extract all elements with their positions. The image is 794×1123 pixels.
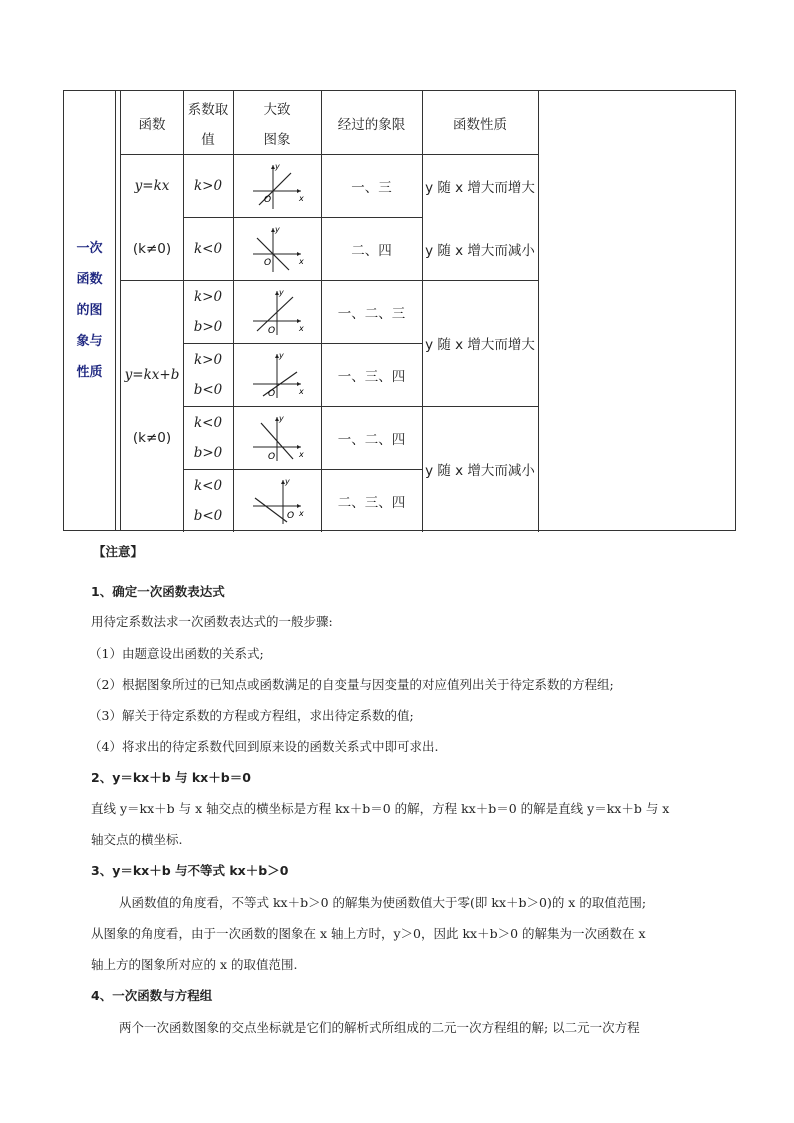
axis-label-y: y — [279, 350, 284, 360]
section-3-text: 从函数值的角度看，不等式 kx＋b＞0 的解集为使函数值大于零(即 kx＋b＞0)的 x 的取值范围; — [119, 895, 647, 910]
cond-k-nonzero: (k≠0) — [132, 429, 172, 446]
cond-k-nonzero: (k≠0) — [132, 240, 172, 257]
header-graph — [233, 91, 321, 154]
axis-label-x: x — [299, 193, 304, 203]
coef-text: b<0 — [193, 381, 223, 398]
coef-text: b<0 — [193, 507, 223, 524]
header-quadrant: 经过的象限 — [337, 116, 406, 133]
origin-label: O — [268, 325, 276, 336]
graph-k-pos-b-neg — [233, 343, 321, 406]
label-line: 的图 — [76, 303, 103, 318]
graph-k-neg-b-neg — [233, 469, 321, 532]
graph-k-neg-b-pos — [233, 406, 321, 469]
header-text: 图象 — [263, 131, 291, 148]
label-line: 一次 — [76, 241, 103, 256]
coef-cell — [183, 406, 233, 469]
property-cell: y 随 x 增大而增大 — [425, 337, 535, 353]
origin-label: O — [268, 451, 276, 462]
header-coefficient — [183, 91, 233, 154]
origin-label: O — [264, 194, 272, 205]
quadrant-cell: 二、三、四 — [337, 494, 406, 511]
section-1-title: 1、确定一次函数表达式 — [91, 584, 225, 599]
header-property: 函数性质 — [453, 116, 507, 133]
axis-label-x: x — [299, 449, 304, 459]
label-line: 性质 — [76, 365, 103, 380]
section-4-text: 两个一次函数图象的交点坐标就是它们的解析式所组成的二元一次方程组的解; 以二元一次方程 — [119, 1020, 640, 1035]
coef-text: k>0 — [193, 351, 223, 368]
func-y-kx: y=kx — [134, 177, 170, 194]
coef-text: k>0 — [193, 288, 223, 305]
coef-text: k<0 — [193, 477, 223, 494]
property-cell: y 随 x 增大而减小 — [425, 242, 535, 259]
section-2-title: 2、y＝kx＋b 与 kx＋b＝0 — [91, 770, 251, 785]
coef-text: b>0 — [193, 444, 223, 461]
header-text: 大致 — [263, 101, 291, 118]
coef-cell — [183, 280, 233, 343]
quadrant-cell: 二、四 — [351, 242, 392, 259]
axis-label-x: x — [299, 256, 304, 266]
section-4-title: 4、一次函数与方程组 — [91, 988, 213, 1003]
section-1-step: （2）根据图象所过的已知点或函数满足的自变量与因变量的对应值列出关于待定系数的方程组; — [89, 677, 614, 692]
header-function: 函数 — [138, 116, 166, 133]
section-1-intro: 用待定系数法求一次函数表达式的一般步骤: — [91, 614, 333, 629]
coef-cell — [183, 469, 233, 532]
section-1-step: （3）解关于待定系数的方程或方程组，求出待定系数的值; — [89, 708, 414, 723]
section-1-step: （4）将求出的待定系数代回到原来设的函数关系式中即可求出. — [89, 739, 439, 754]
property-cell: y 随 x 增大而减小 — [425, 463, 535, 479]
coef-cell: k<0 — [193, 240, 223, 257]
coef-text: b>0 — [193, 318, 223, 335]
label-line: 象与 — [76, 334, 103, 349]
property-cell: y 随 x 增大而增大 — [425, 179, 535, 196]
quadrant-cell: 一、二、四 — [337, 431, 406, 448]
axis-label-y: y — [279, 413, 284, 423]
origin-label: O — [287, 510, 295, 521]
graph-k-pos-b-pos — [233, 280, 321, 343]
axis-label-y: y — [285, 476, 290, 486]
quadrant-cell: 一、二、三 — [337, 305, 406, 322]
header-text: 系数取 — [187, 101, 229, 118]
quadrant-cell: 一、三 — [351, 179, 392, 196]
section-1-step: （1）由题意设出函数的关系式; — [89, 646, 264, 661]
axis-label-x: x — [299, 323, 304, 333]
label-line: 函数 — [76, 272, 103, 287]
coef-cell — [183, 343, 233, 406]
section-3-title: 3、y＝kx＋b 与不等式 kx＋b＞0 — [91, 863, 289, 878]
notes-title: 【注意】 — [93, 544, 144, 559]
axis-label-x: x — [299, 508, 304, 518]
coef-cell: k>0 — [193, 177, 223, 194]
section-2-text: 直线 y＝kx＋b 与 x 轴交点的横坐标是方程 kx＋b＝0 的解，方程 kx＋b＝0 的解是直线 y＝kx＋b 与 x — [91, 801, 670, 816]
axis-label-y: y — [279, 287, 284, 297]
origin-label: O — [268, 388, 276, 399]
graph-k-neg — [233, 217, 321, 280]
section-3-text: 从图象的角度看，由于一次函数的图象在 x 轴上方时，y＞0，因此 kx＋b＞0 的解集为一次函数在 x — [91, 926, 646, 941]
row-group-label — [64, 91, 116, 530]
section-2-text: 轴交点的横坐标. — [91, 832, 183, 847]
header-text: 值 — [201, 131, 215, 148]
graph-k-pos — [233, 154, 321, 217]
axis-label-y: y — [275, 224, 280, 234]
axis-label-y: y — [275, 161, 280, 171]
coef-text: k<0 — [193, 414, 223, 431]
origin-label: O — [264, 257, 272, 268]
function-properties-table — [63, 90, 736, 531]
quadrant-cell: 一、三、四 — [337, 368, 406, 385]
axis-label-x: x — [299, 386, 304, 396]
func-y-kx-b: y=kx+b — [124, 366, 180, 383]
section-3-text: 轴上方的图象所对应的 x 的取值范围. — [91, 957, 298, 972]
